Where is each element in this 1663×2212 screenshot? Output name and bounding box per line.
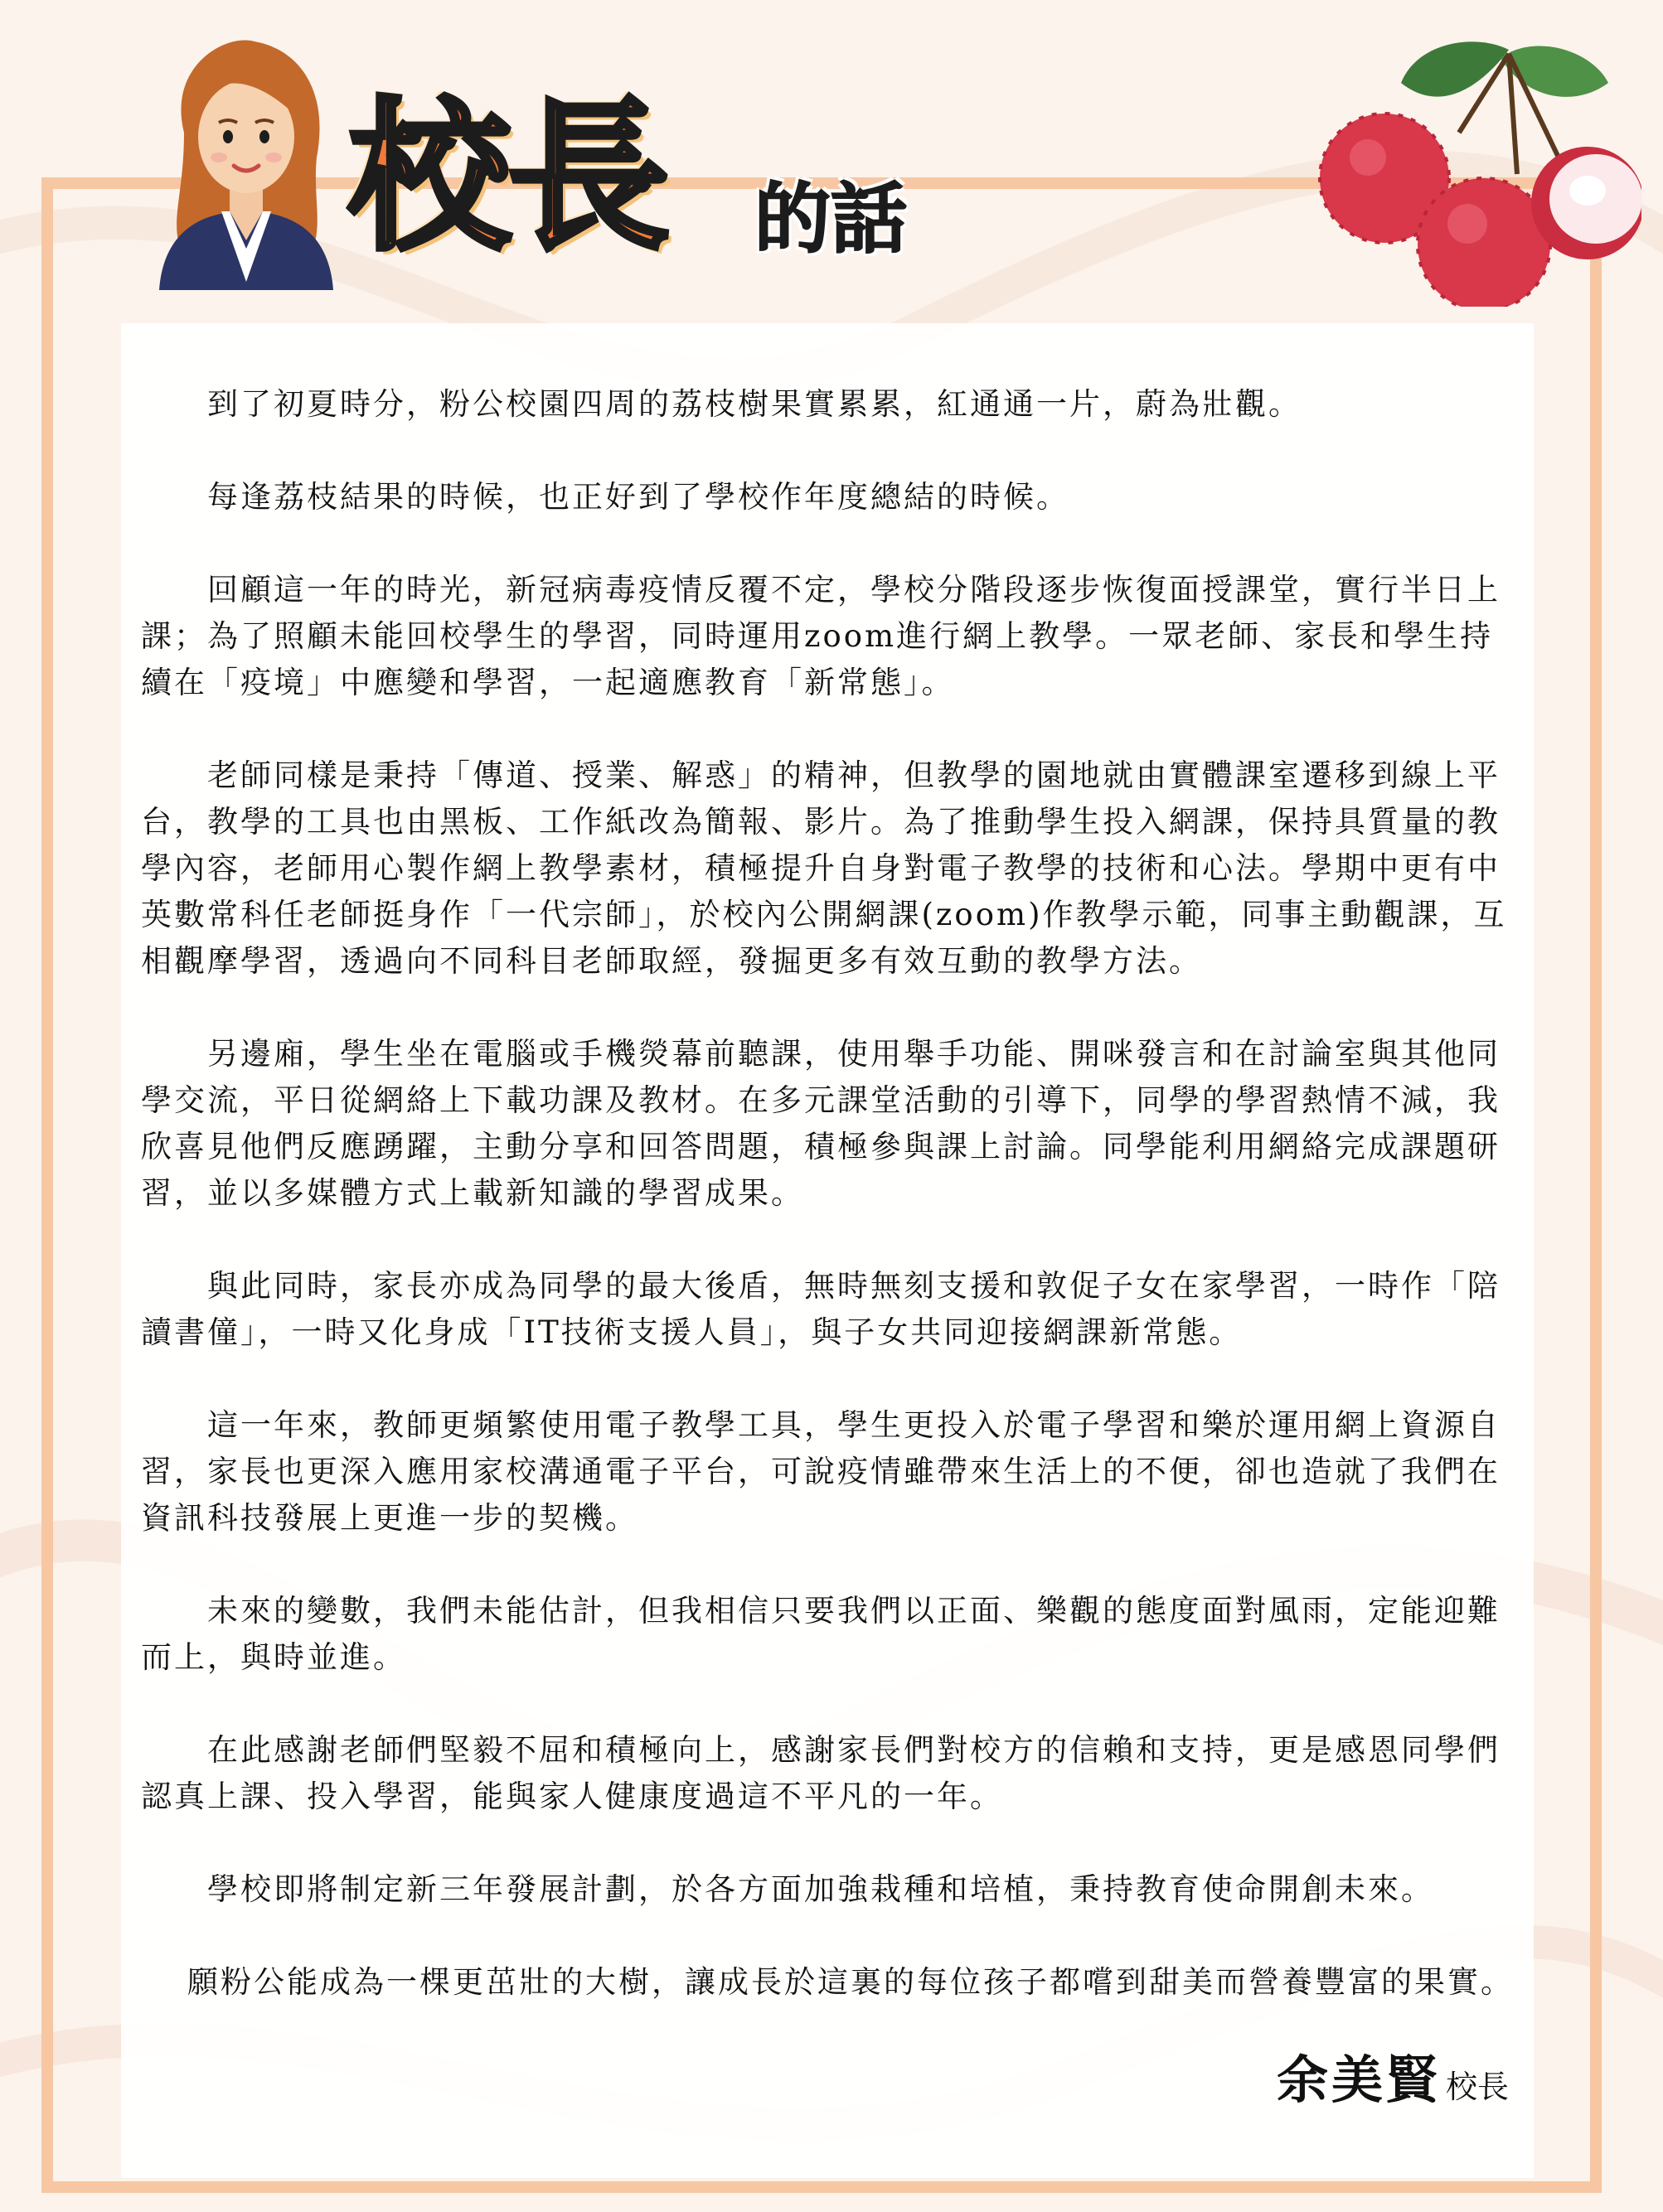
page-title: [348, 83, 978, 290]
paragraph: 每逢荔枝結果的時候，也正好到了學校作年度總結的時候。: [207, 479, 1069, 515]
paragraph: 與此同時，家長亦成為同學的最大後盾，無時無刻支援和敦促子女在家學習，一時作「陪讀書僮」，一時又化身成「IT技術支援人員」，與子女共同迎接網課新常態。: [141, 1268, 1501, 1350]
paragraph: 在此感謝老師們堅毅不屈和積極向上，感謝家長們對校方的信賴和支持，更是感恩同學們認真上課、投入學習，能與家人健康度過這不平凡的一年。: [141, 1732, 1501, 1814]
lychee-icon: [1260, 33, 1641, 307]
letter-body: [141, 381, 1525, 2006]
paragraph: 回顧這一年的時光，新冠病毒疫情反覆不定，學校分階段逐步恢復面授課堂，實行半日上課；為了照顧未能回校學生的學習，同時運用zoom進行網上教學。一眾老師、家長和學生持續在「疫境」中應變和學習，一起適應教育「新常態」。: [141, 572, 1501, 700]
signature-name: 余美賢: [1277, 2050, 1442, 2110]
paragraph: 願粉公能成為一棵更茁壯的大樹，讓成長於這裏的每位孩子都嚐到甜美而營養豐富的果實。: [187, 1964, 1514, 2000]
paragraph: 到了初夏時分，粉公校園四周的荔枝樹果實累累，紅通通一片，蔚為壯觀。: [207, 386, 1302, 422]
paragraph: 另邊廂，學生坐在電腦或手機熒幕前聽課，使用舉手功能、開咪發言和在討論室與其他同學交流，平日從網絡上下載功課及教材。在多元課堂活動的引導下，同學的學習熱情不減，我欣喜見他們反應踴躍，主動分享和回答問題，積極參與課上討論。同學能利用網絡完成課題研習，並以多媒體方式上載新知識的學習成果。: [141, 1036, 1501, 1211]
signature: [1277, 2039, 1509, 2113]
paragraph: 未來的變數，我們未能估計，但我相信只要我們以正面、樂觀的態度面對風雨，定能迎難而上，與時並進。: [141, 1593, 1501, 1675]
signature-role: 校長: [1446, 2069, 1510, 2105]
paragraph: 這一年來，教師更頻繁使用電子教學工具，學生更投入於電子學習和樂於運用網上資源自習，家長也更深入應用家校溝通電子平台，可說疫情雖帶來生活上的不便，卻也造就了我們在資訊科技發展上更進一步的契機。: [141, 1407, 1501, 1536]
title-main: 校長: [348, 84, 667, 273]
paragraph: 老師同樣是秉持「傳道、授業、解惑」的精神，但教學的園地就由實體課室遷移到線上平台，教學的工具也由黑板、工作紙改為簡報、影片。為了推動學生投入網課，保持具質量的教學內容，老師用心製作網上教學素材，積極提升自身對電子教學的技術和心法。學期中更有中英數常科任老師挺身作「一代宗師」，於校內公開網課(zoom)作教學示範，同事主動觀課，互相觀摩學習，透過向不同科目老師取經，發掘更多有效互動的教學方法。: [141, 758, 1507, 979]
paragraph: 學校即將制定新三年發展計劃，於各方面加強栽種和培植，秉持教育使命開創未來。: [207, 1871, 1434, 1907]
title-sub: 的話: [754, 175, 908, 264]
principal-avatar-icon: [151, 33, 342, 290]
